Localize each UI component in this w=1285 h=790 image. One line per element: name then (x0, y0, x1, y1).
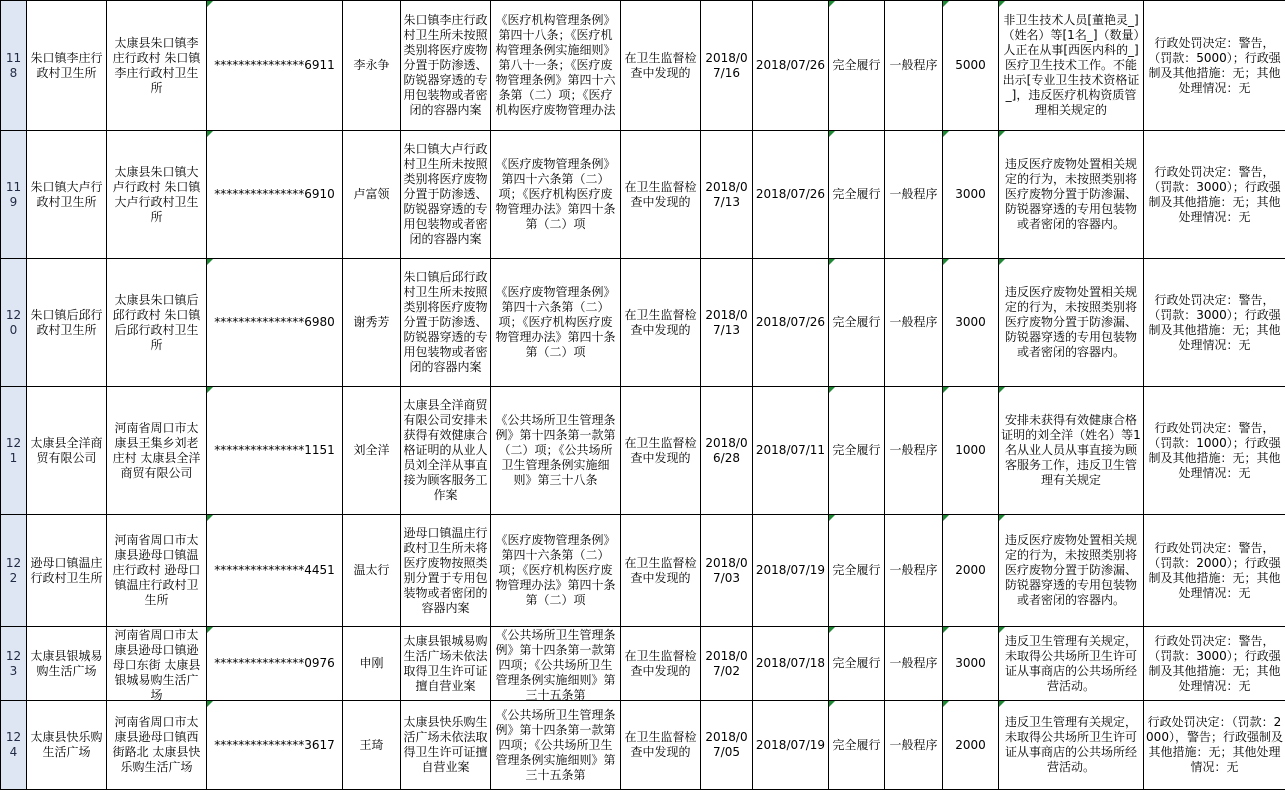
cell-address[interactable] (107, 515, 207, 627)
cell-case-name[interactable] (401, 131, 491, 259)
cell-legal-person[interactable] (343, 131, 401, 259)
cell-case-name[interactable] (401, 627, 491, 701)
cell-id-number[interactable] (207, 701, 343, 790)
cell-id-number[interactable] (207, 627, 343, 701)
table-row[interactable] (1, 131, 1285, 259)
cell-address[interactable] (107, 131, 207, 259)
cell-violation-fact-text: 违反卫生管理有关规定，未取得公共场所卫生许可证从事商店的公共场所经营活动。 (1001, 634, 1141, 694)
cell-publish-date[interactable] (753, 627, 829, 701)
row-number[interactable]: 124 (1, 701, 27, 790)
cell-decision-date[interactable] (701, 627, 753, 701)
cell-fine-amount-text: 2000 (945, 563, 996, 578)
cell-status[interactable] (829, 515, 885, 627)
cell-legal-person-text: 申刚 (345, 656, 398, 671)
cell-address[interactable] (107, 627, 207, 701)
cell-status[interactable] (829, 1, 885, 131)
cell-violation-fact-text: 违反医疗废物处置相关规定的行为，未按照类别将医疗废物分置于防渗漏、防锐器穿透的专用包装物或者密闭的容器内。 (1001, 157, 1141, 232)
cell-case-name-text: 太康县全洋商贸有限公司安排未获得有效健康合格证明的从业人员刘全洋从事直接为顾客服务工作案 (403, 398, 488, 503)
cell-decision-date[interactable] (701, 259, 753, 387)
cell-publish-date-text: 2018/07/19 (755, 738, 826, 753)
cell-decision-text: 行政处罚决定：警告，（罚款：3000）；行政强制及其他措施：无；其他处理情况：无 (1146, 634, 1283, 694)
cell-fine-amount-text: 5000 (945, 58, 996, 73)
cell-decision-text: 行政处罚决定：警告，（罚款：3000）；行政强制及其他措施：无；其他处理情况：无 (1146, 165, 1283, 225)
cell-case-name-text: 太康县快乐购生活广场未依法取得卫生许可证擅自营业案 (403, 715, 488, 775)
cell-decision-text: 行政处罚决定：警告，（罚款：5000）；行政强制及其他措施：无；其他处理情况：无 (1146, 36, 1283, 96)
cell-address[interactable] (107, 701, 207, 790)
table-row[interactable] (1, 387, 1285, 515)
cell-publish-date-text: 2018/07/26 (755, 315, 826, 330)
cell-case-name-text: 朱口镇后邱行政村卫生所未按照类别将医疗废物分置于防渗透、防锐器穿透的专用包装物或者密闭的容器内案 (403, 270, 488, 375)
cell-id-number[interactable] (207, 515, 343, 627)
cell-unit[interactable] (27, 259, 107, 387)
cell-source-text: 在卫生监督检查中发现的 (623, 51, 698, 81)
cell-status[interactable] (829, 701, 885, 790)
table-row[interactable] (1, 515, 1285, 627)
cell-case-name-text: 逊母口镇温庄行政村卫生所未将医疗废物按照类别分置于专用包装物或者密闭的容器内案 (403, 526, 488, 616)
cell-status[interactable] (829, 627, 885, 701)
cell-address-text: 河南省周口市太康县逊母口镇逊母口东街 太康县银城易购生活广场 (109, 628, 204, 700)
cell-publish-date[interactable] (753, 515, 829, 627)
cell-decision-date[interactable] (701, 131, 753, 259)
cell-unit[interactable] (27, 701, 107, 790)
cell-source-text: 在卫生监督检查中发现的 (623, 730, 698, 760)
cell-publish-date-text: 2018/07/11 (755, 443, 826, 458)
cell-publish-date[interactable] (753, 259, 829, 387)
cell-publish-date[interactable] (753, 131, 829, 259)
cell-decision-date-text: 2018/06/28 (703, 436, 750, 466)
cell-procedure[interactable] (885, 515, 943, 627)
cell-legal-basis-text: 《医疗废物管理条例》第四十六条第（二）项；《医疗机构医疗废物管理办法》第四十条第（二）项 (493, 157, 618, 232)
cell-id-number-text: ***************3617 (209, 738, 340, 753)
cell-decision-date-text: 2018/07/13 (703, 180, 750, 210)
cell-source[interactable] (621, 701, 701, 790)
cell-violation-fact-text: 违反卫生管理有关规定，未取得公共场所卫生许可证从事商店的公共场所经营活动。 (1001, 715, 1141, 775)
cell-procedure[interactable] (885, 259, 943, 387)
cell-case-name-text: 朱口镇李庄行政村卫生所未按照类别将医疗废物分置于防渗透、防锐器穿透的专用包装物或者密闭的容器内案 (403, 13, 488, 118)
row-number[interactable]: 122 (1, 515, 27, 627)
cell-address-text: 太康县朱口镇大卢行政村 朱口镇大卢行政村卫生所 (109, 165, 204, 225)
cell-fine-amount[interactable] (943, 515, 999, 627)
cell-legal-basis-text: 《公共场所卫生管理条例》第十四条第一款第（二）项；《公共场所卫生管理条例实施细则》第三十八条 (493, 413, 618, 488)
cell-id-number-text: ***************6911 (209, 58, 340, 73)
cell-legal-person-text: 谢秀芳 (345, 315, 398, 330)
cell-address-text: 河南省周口市太康县王集乡刘老庄村 太康县全洋商贸有限公司 (109, 421, 204, 481)
cell-decision-date[interactable] (701, 1, 753, 131)
cell-source[interactable] (621, 131, 701, 259)
cell-status[interactable] (829, 387, 885, 515)
cell-legal-basis[interactable] (491, 387, 621, 515)
cell-violation-fact-text: 安排未获得有效健康合格证明的刘全洋（姓名）等1名从业人员从事直接为顾客服务工作，违反卫生管理有关规定 (1001, 413, 1141, 488)
cell-fine-amount[interactable] (943, 387, 999, 515)
cell-address-text: 河南省周口市太康县逊母口镇西街路北 太康县快乐购生活广场 (109, 715, 204, 775)
cell-violation-fact[interactable] (999, 701, 1144, 790)
cell-source-text: 在卫生监督检查中发现的 (623, 180, 698, 210)
cell-address-text: 太康县朱口镇李庄行政村 朱口镇李庄行政村卫生所 (109, 36, 204, 96)
cell-decision-date-text: 2018/07/03 (703, 556, 750, 586)
cell-decision-text: 行政处罚决定：（罚款：2000），警告；行政强制及其他措施：无；其他处理情况：无 (1146, 715, 1283, 775)
cell-id-number[interactable] (207, 259, 343, 387)
cell-procedure-text: 一般程序 (887, 187, 940, 202)
cell-procedure[interactable] (885, 701, 943, 790)
cell-legal-person[interactable] (343, 1, 401, 131)
cell-procedure[interactable] (885, 131, 943, 259)
cell-source[interactable] (621, 1, 701, 131)
cell-status[interactable] (829, 259, 885, 387)
cell-unit-text: 太康县全洋商贸有限公司 (29, 436, 104, 466)
cell-unit-text: 朱口镇李庄行政村卫生所 (29, 51, 104, 81)
cell-unit-text: 太康县快乐购生活广场 (29, 730, 104, 760)
row-number[interactable]: 120 (1, 259, 27, 387)
table-row[interactable] (1, 1, 1285, 131)
cell-publish-date[interactable] (753, 701, 829, 790)
cell-unit[interactable] (27, 1, 107, 131)
cell-publish-date-text: 2018/07/26 (755, 187, 826, 202)
table-row[interactable] (1, 627, 1285, 701)
cell-address-text: 太康县朱口镇后邱行政村 朱口镇后邱行政村卫生所 (109, 293, 204, 353)
cell-legal-person-text: 卢富领 (345, 187, 398, 202)
cell-fine-amount[interactable] (943, 1, 999, 131)
cell-legal-person[interactable] (343, 387, 401, 515)
cell-unit[interactable] (27, 387, 107, 515)
cell-decision-date-text: 2018/07/02 (703, 649, 750, 679)
cell-decision-date[interactable] (701, 701, 753, 790)
cell-source-text: 在卫生监督检查中发现的 (623, 308, 698, 338)
cell-violation-fact-text: 违反医疗废物处置相关规定的行为，未按照类别将医疗废物分置于防渗漏、防锐器穿透的专用包装物或者密闭的容器内。 (1001, 285, 1141, 360)
cell-status[interactable] (829, 131, 885, 259)
cell-procedure[interactable] (885, 387, 943, 515)
row-number[interactable]: 121 (1, 387, 27, 515)
cell-legal-person-text: 王琦 (345, 738, 398, 753)
cell-legal-basis[interactable] (491, 259, 621, 387)
cell-procedure[interactable] (885, 627, 943, 701)
cell-fine-amount[interactable] (943, 259, 999, 387)
cell-unit-text: 逊母口镇温庄行政村卫生所 (29, 556, 104, 586)
cell-address-text: 河南省周口市太康县逊母口镇温庄行政村 逊母口镇温庄行政村卫生所 (109, 533, 204, 608)
cell-legal-basis[interactable] (491, 515, 621, 627)
cell-status-text: 完全履行 (831, 443, 882, 458)
cell-procedure-text: 一般程序 (887, 738, 940, 753)
cell-legal-basis[interactable] (491, 1, 621, 131)
cell-decision-text: 行政处罚决定：警告，（罚款：3000）；行政强制及其他措施：无；其他处理情况：无 (1146, 293, 1283, 353)
cell-case-name[interactable] (401, 515, 491, 627)
cell-violation-fact[interactable] (999, 1, 1144, 131)
cell-decision[interactable] (1144, 259, 1285, 387)
cell-decision[interactable] (1144, 701, 1285, 790)
cell-address[interactable] (107, 1, 207, 131)
cell-legal-person[interactable] (343, 515, 401, 627)
cell-publish-date-text: 2018/07/26 (755, 58, 826, 73)
cell-unit[interactable] (27, 627, 107, 701)
cell-procedure-text: 一般程序 (887, 315, 940, 330)
table-row[interactable] (1, 701, 1285, 790)
cell-unit[interactable] (27, 131, 107, 259)
cell-status-text: 完全履行 (831, 738, 882, 753)
cell-decision[interactable] (1144, 387, 1285, 515)
cell-status-text: 完全履行 (831, 58, 882, 73)
cell-legal-basis-text: 《公共场所卫生管理条例》第十四条第一款第四项；《公共场所卫生管理条例实施细则》第三十五条第 (493, 628, 618, 700)
cell-case-name-text: 朱口镇大卢行政村卫生所未按照类别将医疗废物分置于防渗透、防锐器穿透的专用包装物或者密闭的容器内案 (403, 142, 488, 247)
cell-legal-basis[interactable] (491, 627, 621, 701)
cell-source-text: 在卫生监督检查中发现的 (623, 649, 698, 679)
cell-id-number-text: ***************1151 (209, 443, 340, 458)
cell-unit-text: 太康县银城易购生活广场 (29, 649, 104, 679)
cell-legal-person-text: 刘全洋 (345, 443, 398, 458)
cell-violation-fact[interactable] (999, 387, 1144, 515)
cell-violation-fact[interactable] (999, 259, 1144, 387)
cell-procedure-text: 一般程序 (887, 563, 940, 578)
cell-case-name[interactable] (401, 387, 491, 515)
cell-status-text: 完全履行 (831, 563, 882, 578)
cell-legal-person[interactable] (343, 259, 401, 387)
cell-publish-date-text: 2018/07/18 (755, 656, 826, 671)
cell-violation-fact[interactable] (999, 627, 1144, 701)
cell-fine-amount-text: 3000 (945, 187, 996, 202)
cell-legal-basis-text: 《医疗废物管理条例》第四十六条第（二）项；《医疗机构医疗废物管理办法》第四十条第（二）项 (493, 285, 618, 360)
cell-unit-text: 朱口镇后邱行政村卫生所 (29, 308, 104, 338)
cell-legal-basis[interactable] (491, 131, 621, 259)
cell-case-name-text: 太康县银城易购生活广场未依法取得卫生许可证擅自营业案 (403, 634, 488, 694)
row-number[interactable]: 118 (1, 1, 27, 131)
cell-id-number-text: ***************0976 (209, 656, 340, 671)
cell-procedure-text: 一般程序 (887, 656, 940, 671)
cell-decision[interactable] (1144, 1, 1285, 131)
cell-violation-fact[interactable] (999, 131, 1144, 259)
cell-source[interactable] (621, 627, 701, 701)
cell-fine-amount-text: 3000 (945, 656, 996, 671)
cell-publish-date-text: 2018/07/19 (755, 563, 826, 578)
cell-fine-amount-text: 3000 (945, 315, 996, 330)
cell-violation-fact-text: 违反医疗废物处置相关规定的行为，未按照类别将医疗废物分置于防渗漏、防锐器穿透的专用包装物或者密闭的容器内。 (1001, 533, 1141, 608)
cell-fine-amount[interactable] (943, 131, 999, 259)
cell-status-text: 完全履行 (831, 315, 882, 330)
cell-id-number-text: ***************6910 (209, 187, 340, 202)
cell-source[interactable] (621, 259, 701, 387)
cell-decision-date-text: 2018/07/16 (703, 51, 750, 81)
cell-address[interactable] (107, 259, 207, 387)
cell-case-name[interactable] (401, 1, 491, 131)
cell-status-text: 完全履行 (831, 656, 882, 671)
cell-decision-date-text: 2018/07/05 (703, 730, 750, 760)
cell-decision-text: 行政处罚决定：警告，（罚款：1000）；行政强制及其他措施：无；其他处理情况：无 (1146, 421, 1283, 481)
row-number[interactable]: 123 (1, 627, 27, 701)
cell-id-number[interactable] (207, 387, 343, 515)
cell-case-name[interactable] (401, 701, 491, 790)
cell-source[interactable] (621, 387, 701, 515)
cell-fine-amount[interactable] (943, 701, 999, 790)
cell-unit-text: 朱口镇大卢行政村卫生所 (29, 180, 104, 210)
cell-procedure-text: 一般程序 (887, 443, 940, 458)
cell-procedure[interactable] (885, 1, 943, 131)
cell-decision-date[interactable] (701, 515, 753, 627)
cell-legal-person[interactable] (343, 627, 401, 701)
cell-id-number-text: ***************6980 (209, 315, 340, 330)
cell-legal-basis-text: 《医疗废物管理条例》第四十六条第（二）项；《医疗机构医疗废物管理办法》第四十条第（二）项 (493, 533, 618, 608)
cell-legal-person[interactable] (343, 701, 401, 790)
cell-publish-date[interactable] (753, 387, 829, 515)
cell-procedure-text: 一般程序 (887, 58, 940, 73)
cell-unit[interactable] (27, 515, 107, 627)
cell-violation-fact[interactable] (999, 515, 1144, 627)
cell-status-text: 完全履行 (831, 187, 882, 202)
cell-source-text: 在卫生监督检查中发现的 (623, 556, 698, 586)
cell-id-number[interactable] (207, 1, 343, 131)
cell-case-name[interactable] (401, 259, 491, 387)
cell-legal-person-text: 李永争 (345, 58, 398, 73)
cell-legal-basis-text: 《医疗机构管理条例》第四十八条；《医疗机构管理条例实施细则》第八十一条；《医疗废物管理条例》第四十六条第（二）项；《医疗机构医疗废物管理办法 (493, 13, 618, 118)
cell-decision[interactable] (1144, 131, 1285, 259)
cell-legal-basis[interactable] (491, 701, 621, 790)
cell-id-number[interactable] (207, 131, 343, 259)
cell-violation-fact-text: 非卫生技术人员[董艳灵_]（姓名）等[1名_]（数量）人正在从事[西医内科的_]医疗卫生技术工作。不能出示[专业卫生技术资格证_]，违反医疗机构资质管理相关规定的 (1001, 13, 1141, 118)
cell-decision-date-text: 2018/07/13 (703, 308, 750, 338)
cell-publish-date[interactable] (753, 1, 829, 131)
cell-decision[interactable] (1144, 515, 1285, 627)
cell-decision[interactable] (1144, 627, 1285, 701)
row-number[interactable]: 119 (1, 131, 27, 259)
cell-decision-date[interactable] (701, 387, 753, 515)
cell-id-number-text: ***************4451 (209, 563, 340, 578)
cell-source-text: 在卫生监督检查中发现的 (623, 436, 698, 466)
cell-fine-amount-text: 2000 (945, 738, 996, 753)
cell-decision-text: 行政处罚决定：警告，（罚款：2000）；行政强制及其他措施：无；其他处理情况：无 (1146, 541, 1283, 601)
cell-legal-basis-text: 《公共场所卫生管理条例》第十四条第一款第四项；《公共场所卫生管理条例实施细则》第三十五条第 (493, 708, 618, 783)
cell-address[interactable] (107, 387, 207, 515)
cell-source[interactable] (621, 515, 701, 627)
cell-fine-amount-text: 1000 (945, 443, 996, 458)
cell-fine-amount[interactable] (943, 627, 999, 701)
table-row[interactable] (1, 259, 1285, 387)
cell-legal-person-text: 温太行 (345, 563, 398, 578)
